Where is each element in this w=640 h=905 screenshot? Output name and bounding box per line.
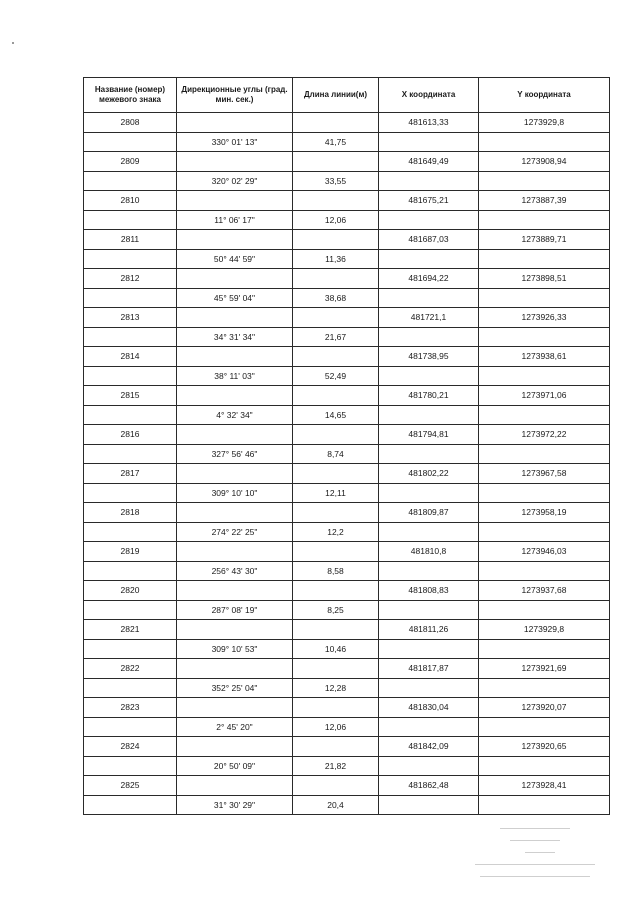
cell-x-coordinate [379, 561, 479, 581]
table-row [84, 464, 610, 484]
cell-x-coordinate [379, 288, 479, 308]
cell-point-name [84, 756, 177, 776]
cell-line-length [293, 152, 379, 172]
cell-line-length: 52,49 [293, 366, 379, 386]
cell-direction-angle: 287° 08' 19" [177, 600, 293, 620]
table-row [84, 639, 610, 659]
cell-y-coordinate [479, 561, 610, 581]
cell-direction-angle [177, 542, 293, 562]
cell-line-length: 8,58 [293, 561, 379, 581]
cell-line-length [293, 737, 379, 757]
cell-point-name [84, 132, 177, 152]
cell-y-coordinate: 1273938,61 [479, 347, 610, 367]
cell-direction-angle: 31° 30' 29" [177, 795, 293, 815]
cell-x-coordinate: 481842,09 [379, 737, 479, 757]
cell-y-coordinate: 1273937,68 [479, 581, 610, 601]
cell-y-coordinate: 1273929,8 [479, 620, 610, 640]
cell-point-name: 2817 [84, 464, 177, 484]
cell-x-coordinate [379, 132, 479, 152]
table-row [84, 327, 610, 347]
cell-line-length: 11,36 [293, 249, 379, 269]
cell-y-coordinate [479, 249, 610, 269]
cell-point-name: 2809 [84, 152, 177, 172]
cell-line-length [293, 659, 379, 679]
cell-x-coordinate: 481809,87 [379, 503, 479, 523]
table-body [84, 113, 610, 815]
cell-x-coordinate [379, 444, 479, 464]
table-row [84, 405, 610, 425]
cell-direction-angle: 38° 11' 03" [177, 366, 293, 386]
cell-y-coordinate: 1273887,39 [479, 191, 610, 211]
cell-point-name: 2816 [84, 425, 177, 445]
cell-line-length [293, 542, 379, 562]
cell-x-coordinate [379, 171, 479, 191]
cell-x-coordinate [379, 717, 479, 737]
cell-x-coordinate [379, 522, 479, 542]
cell-x-coordinate: 481721,1 [379, 308, 479, 328]
cell-x-coordinate [379, 249, 479, 269]
cell-direction-angle: 34° 31' 34" [177, 327, 293, 347]
cell-y-coordinate: 1273958,19 [479, 503, 610, 523]
cell-point-name [84, 600, 177, 620]
cell-y-coordinate [479, 522, 610, 542]
cell-x-coordinate: 481862,48 [379, 776, 479, 796]
cell-point-name [84, 210, 177, 230]
cell-y-coordinate: 1273921,69 [479, 659, 610, 679]
cell-direction-angle [177, 230, 293, 250]
cell-x-coordinate: 481649,49 [379, 152, 479, 172]
table-header [84, 78, 610, 113]
table-row [84, 503, 610, 523]
cell-line-length: 8,74 [293, 444, 379, 464]
cell-direction-angle [177, 464, 293, 484]
table-row [84, 269, 610, 289]
table-row [84, 249, 610, 269]
cell-y-coordinate [479, 210, 610, 230]
table-row [84, 795, 610, 815]
cell-y-coordinate [479, 639, 610, 659]
cell-direction-angle: 45° 59' 04" [177, 288, 293, 308]
cell-x-coordinate: 481675,21 [379, 191, 479, 211]
cell-direction-angle [177, 425, 293, 445]
cell-point-name [84, 171, 177, 191]
table-row [84, 366, 610, 386]
cell-direction-angle: 309° 10' 10" [177, 483, 293, 503]
cell-direction-angle: 50° 44' 59" [177, 249, 293, 269]
cell-x-coordinate [379, 405, 479, 425]
cell-point-name: 2820 [84, 581, 177, 601]
cell-y-coordinate [479, 327, 610, 347]
cell-line-length: 21,82 [293, 756, 379, 776]
cell-y-coordinate: 1273926,33 [479, 308, 610, 328]
cell-y-coordinate [479, 795, 610, 815]
cell-x-coordinate: 481830,04 [379, 698, 479, 718]
cell-x-coordinate: 481802,22 [379, 464, 479, 484]
header-y-coordinate: Y координата [479, 78, 610, 113]
cell-direction-angle [177, 113, 293, 133]
table-row [84, 561, 610, 581]
cell-point-name: 2822 [84, 659, 177, 679]
cell-x-coordinate: 481780,21 [379, 386, 479, 406]
cell-x-coordinate: 481811,26 [379, 620, 479, 640]
table-row [84, 210, 610, 230]
cell-x-coordinate [379, 210, 479, 230]
cell-line-length: 10,46 [293, 639, 379, 659]
cell-line-length: 41,75 [293, 132, 379, 152]
cell-x-coordinate: 481810,8 [379, 542, 479, 562]
cell-point-name: 2808 [84, 113, 177, 133]
table-row [84, 581, 610, 601]
cell-y-coordinate [479, 288, 610, 308]
cell-direction-angle: 20° 50' 09" [177, 756, 293, 776]
table-row [84, 542, 610, 562]
cell-line-length: 12,11 [293, 483, 379, 503]
cell-x-coordinate: 481808,83 [379, 581, 479, 601]
cell-line-length [293, 776, 379, 796]
cell-y-coordinate: 1273972,22 [479, 425, 610, 445]
cell-y-coordinate: 1273946,03 [479, 542, 610, 562]
table-row [84, 386, 610, 406]
cell-direction-angle: 330° 01' 13" [177, 132, 293, 152]
cell-y-coordinate: 1273929,8 [479, 113, 610, 133]
cell-point-name: 2825 [84, 776, 177, 796]
cell-direction-angle: 274° 22' 25" [177, 522, 293, 542]
table-row [84, 347, 610, 367]
header-direction-angle: Дирекционные углы (град. мин. сек.) [177, 78, 293, 113]
cell-line-length [293, 698, 379, 718]
table-row [84, 288, 610, 308]
cell-x-coordinate [379, 327, 479, 347]
cell-x-coordinate [379, 483, 479, 503]
cell-direction-angle [177, 191, 293, 211]
cell-line-length: 33,55 [293, 171, 379, 191]
cell-direction-angle [177, 737, 293, 757]
cell-y-coordinate [479, 483, 610, 503]
cell-y-coordinate [479, 717, 610, 737]
cell-line-length [293, 503, 379, 523]
cell-x-coordinate: 481738,95 [379, 347, 479, 367]
table-row [84, 698, 610, 718]
cell-y-coordinate: 1273928,41 [479, 776, 610, 796]
cell-direction-angle: 11° 06' 17" [177, 210, 293, 230]
cell-direction-angle [177, 620, 293, 640]
cell-x-coordinate: 481694,22 [379, 269, 479, 289]
header-point-name: Название (номер) межевого знака [84, 78, 177, 113]
cell-point-name: 2813 [84, 308, 177, 328]
cell-y-coordinate [479, 600, 610, 620]
cell-x-coordinate [379, 756, 479, 776]
table-row [84, 113, 610, 133]
table-row [84, 522, 610, 542]
cell-x-coordinate: 481687,03 [379, 230, 479, 250]
cell-line-length: 12,06 [293, 210, 379, 230]
cell-point-name [84, 288, 177, 308]
table-row [84, 776, 610, 796]
cell-y-coordinate [479, 678, 610, 698]
cell-direction-angle [177, 308, 293, 328]
boundary-coordinates-table [83, 77, 610, 815]
cell-y-coordinate [479, 171, 610, 191]
header-row [84, 78, 610, 113]
cell-line-length [293, 620, 379, 640]
cell-direction-angle [177, 386, 293, 406]
table-row [84, 444, 610, 464]
cell-direction-angle: 309° 10' 53" [177, 639, 293, 659]
cell-direction-angle [177, 581, 293, 601]
cell-point-name: 2814 [84, 347, 177, 367]
table-row [84, 171, 610, 191]
cell-point-name: 2824 [84, 737, 177, 757]
header-x-coordinate: X координата [379, 78, 479, 113]
cell-line-length: 14,65 [293, 405, 379, 425]
cell-direction-angle: 327° 56' 46" [177, 444, 293, 464]
faded-stamp [470, 822, 610, 882]
cell-y-coordinate: 1273920,07 [479, 698, 610, 718]
cell-line-length [293, 425, 379, 445]
cell-x-coordinate: 481613,33 [379, 113, 479, 133]
cell-point-name [84, 483, 177, 503]
cell-point-name: 2821 [84, 620, 177, 640]
cell-line-length [293, 347, 379, 367]
cell-line-length [293, 464, 379, 484]
cell-y-coordinate: 1273920,65 [479, 737, 610, 757]
cell-y-coordinate [479, 444, 610, 464]
cell-point-name [84, 327, 177, 347]
cell-y-coordinate [479, 405, 610, 425]
table-row [84, 620, 610, 640]
cell-point-name [84, 249, 177, 269]
cell-line-length [293, 308, 379, 328]
table-row [84, 230, 610, 250]
cell-point-name [84, 678, 177, 698]
cell-x-coordinate [379, 795, 479, 815]
cell-point-name: 2818 [84, 503, 177, 523]
cell-x-coordinate [379, 366, 479, 386]
cell-direction-angle: 4° 32' 34" [177, 405, 293, 425]
cell-direction-angle: 2° 45' 20" [177, 717, 293, 737]
table-row [84, 425, 610, 445]
cell-line-length: 20,4 [293, 795, 379, 815]
cell-direction-angle: 256° 43' 30" [177, 561, 293, 581]
cell-x-coordinate [379, 678, 479, 698]
table-row [84, 191, 610, 211]
cell-y-coordinate: 1273898,51 [479, 269, 610, 289]
table-row [84, 308, 610, 328]
cell-y-coordinate [479, 756, 610, 776]
cell-point-name: 2811 [84, 230, 177, 250]
cell-point-name [84, 366, 177, 386]
cell-line-length [293, 191, 379, 211]
table-row [84, 756, 610, 776]
cell-direction-angle [177, 503, 293, 523]
cell-line-length [293, 581, 379, 601]
cell-line-length: 21,67 [293, 327, 379, 347]
cell-line-length: 12,2 [293, 522, 379, 542]
cell-direction-angle [177, 659, 293, 679]
cell-y-coordinate: 1273971,06 [479, 386, 610, 406]
cell-direction-angle [177, 698, 293, 718]
table-row [84, 659, 610, 679]
cell-point-name [84, 795, 177, 815]
header-line-length: Длина линии(м) [293, 78, 379, 113]
cell-direction-angle: 320° 02' 29" [177, 171, 293, 191]
cell-line-length: 12,06 [293, 717, 379, 737]
cell-point-name [84, 639, 177, 659]
cell-direction-angle [177, 776, 293, 796]
table-row [84, 717, 610, 737]
cell-y-coordinate: 1273967,58 [479, 464, 610, 484]
cell-point-name [84, 717, 177, 737]
cell-point-name [84, 405, 177, 425]
table-row [84, 678, 610, 698]
cell-point-name: 2823 [84, 698, 177, 718]
scan-speck [12, 42, 14, 44]
cell-point-name [84, 444, 177, 464]
cell-line-length [293, 386, 379, 406]
cell-y-coordinate: 1273889,71 [479, 230, 610, 250]
cell-line-length: 8,25 [293, 600, 379, 620]
cell-x-coordinate [379, 600, 479, 620]
cell-line-length [293, 230, 379, 250]
cell-point-name: 2819 [84, 542, 177, 562]
cell-direction-angle [177, 269, 293, 289]
cell-point-name [84, 561, 177, 581]
cell-line-length: 38,68 [293, 288, 379, 308]
cell-line-length [293, 269, 379, 289]
cell-line-length: 12,28 [293, 678, 379, 698]
cell-point-name [84, 522, 177, 542]
cell-direction-angle: 352° 25' 04" [177, 678, 293, 698]
cell-direction-angle [177, 347, 293, 367]
table-row [84, 600, 610, 620]
cell-x-coordinate: 481817,87 [379, 659, 479, 679]
cell-x-coordinate [379, 639, 479, 659]
cell-y-coordinate [479, 366, 610, 386]
table-row [84, 132, 610, 152]
cell-y-coordinate: 1273908,94 [479, 152, 610, 172]
cell-x-coordinate: 481794,81 [379, 425, 479, 445]
cell-direction-angle [177, 152, 293, 172]
table-row [84, 483, 610, 503]
cell-line-length [293, 113, 379, 133]
cell-point-name: 2815 [84, 386, 177, 406]
cell-point-name: 2812 [84, 269, 177, 289]
table-row [84, 152, 610, 172]
cell-y-coordinate [479, 132, 610, 152]
table-row [84, 737, 610, 757]
cell-point-name: 2810 [84, 191, 177, 211]
